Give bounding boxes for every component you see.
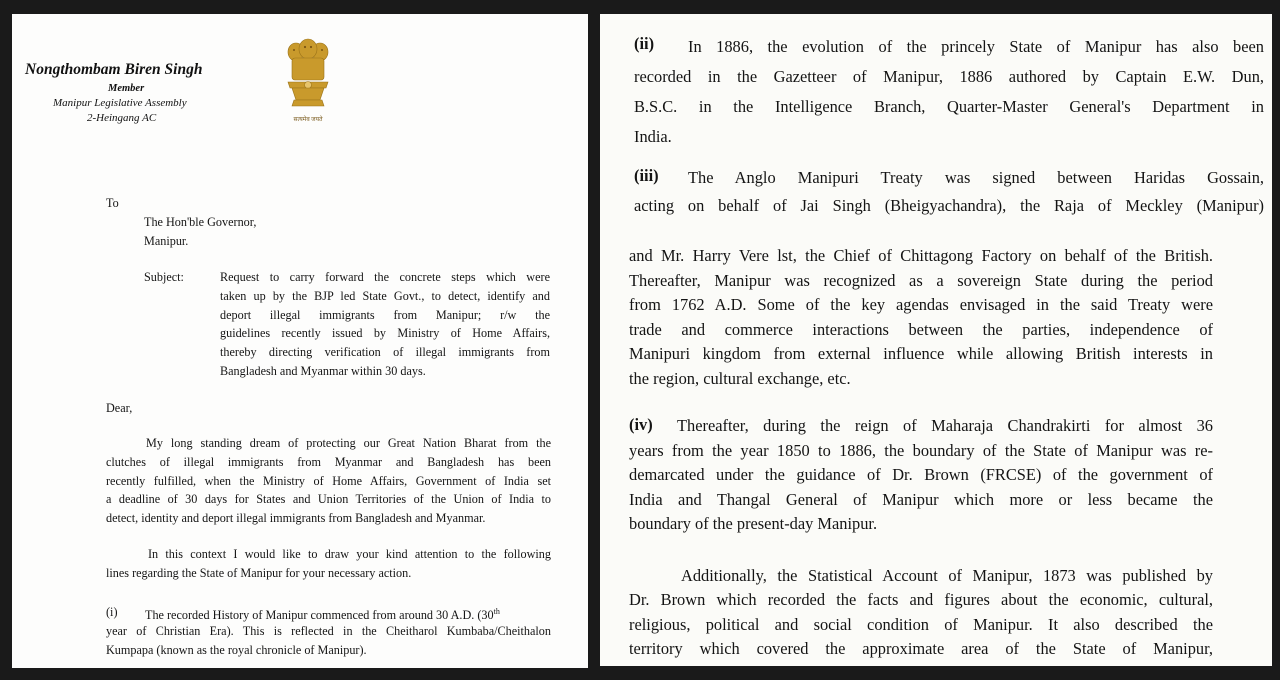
point-2-label: (ii)	[634, 34, 655, 53]
point-4-line: Thereafter, during the reign of Maharaja Chandrakirti for almost 36	[677, 416, 1213, 435]
point-4-line: years from the year 1850 to 1886, the boundary of the State of Manipur was re-	[629, 440, 1213, 460]
paragraph-1-line: recently fulfilled, when the Ministry of Home Affairs, Government of India set	[106, 473, 551, 488]
paragraph-2-line: lines regarding the State of Manipur for your necessary action.	[106, 565, 412, 580]
point-1-superscript: th	[493, 607, 500, 616]
paragraph-1-line: detect, identity and deport illegal immigrants from Bangladesh and Myanmar.	[106, 511, 486, 526]
point-3-line: The Anglo Manipuri Treaty was signed between Haridas Gossain,	[688, 168, 1264, 187]
letter-page-right	[600, 14, 1272, 666]
subject-line: deport illegal immigrants from Manipur; r/w the	[220, 307, 550, 322]
letterhead-name: Nongthombam Biren Singh	[25, 61, 203, 78]
point-4	[629, 414, 1213, 537]
letterhead-assembly: Manipur Legislative Assembly	[53, 97, 187, 109]
letter-page-left	[12, 14, 588, 668]
continuation-line: Manipuri kingdom from external influence while allowing British interests in	[629, 344, 1213, 364]
point-2-line: India.	[634, 127, 672, 146]
point-1-label: (i)	[106, 605, 118, 619]
point-1-rest	[106, 622, 551, 660]
addressee-line-2: Manipur.	[144, 234, 189, 248]
letterhead-role: Member	[108, 83, 145, 94]
additional-line: territory which covered the approximate area of the State of Manipur,	[629, 639, 1213, 659]
paragraph-1	[106, 434, 551, 528]
letterhead-constituency: 2-Heingang AC	[87, 112, 157, 124]
point-3-label: (iii)	[634, 166, 659, 185]
subject-line: thereby directing verification of illegal immigrants from	[220, 345, 550, 360]
paragraph-2	[106, 545, 551, 583]
point-4-label: (iv)	[629, 415, 653, 434]
national-emblem-icon	[280, 36, 336, 123]
continuation-line: from 1762 A.D. Some of the key agendas envisaged in the said Treaty were	[629, 295, 1213, 315]
point-2-line: B.S.C. in the Intelligence Branch, Quarter-Master General's Department in	[634, 97, 1264, 116]
subject-line: taken up by the BJP led State Govt., to detect, identify and	[220, 288, 550, 303]
paragraph-1-line: clutches of illegal immigrants from Myanmar and Bangladesh has been	[106, 454, 551, 469]
point-3	[634, 164, 1264, 220]
point-4-line: India and Thangal General of Manipur which more or less became the	[629, 489, 1213, 509]
continuation-line: the region, cultural exchange, etc.	[629, 368, 851, 388]
continuation-line: and Mr. Harry Vere lst, the Chief of Chittagong Factory on behalf of the British.	[629, 246, 1213, 265]
subject-line: guidelines recently issued by Ministry of Home Affairs,	[220, 326, 550, 341]
point-2-line: recorded in the Gazetteer of Manipur, 1886 authored by Captain E.W. Dun,	[634, 67, 1264, 86]
point-1-line: year of Christian Era). This is reflected in the Cheitharol Kumbaba/Cheithalon	[106, 624, 551, 638]
addressee-line-1: The Hon'ble Governor,	[144, 215, 257, 229]
subject-line: Bangladesh and Myanmar within 30 days.	[220, 363, 426, 378]
subject-label: Subject:	[144, 270, 184, 284]
treaty-continuation	[629, 244, 1213, 392]
subject-text	[220, 268, 550, 381]
point-4-line: boundary of the present-day Manipur.	[629, 514, 878, 534]
letter-to: To	[106, 196, 119, 210]
point-2	[634, 32, 1264, 152]
point-4-line: demarcated under the guidance of Dr. Brown (FRCSE) of the government of	[629, 465, 1213, 485]
paragraph-2-line: In this context I would like to draw your kind attention to the following	[148, 547, 551, 561]
point-2-line: In 1886, the evolution of the princely State of Manipur has also been	[688, 37, 1264, 56]
additional-line: Additionally, the Statistical Account of Manipur, 1873 was published by	[681, 566, 1213, 585]
additional-line: religious, political and social condition of Manipur. It also described the	[629, 614, 1213, 634]
emblem-caption: सत्यमेव जयते	[293, 117, 323, 123]
paragraph-1-line: a deadline of 30 days for States and Union Territories of the Union of India to	[106, 492, 551, 507]
subject-line: Request to carry forward the concrete steps which were	[220, 270, 550, 284]
point-1-line: Kumpapa (known as the royal chronicle of Manipur).	[106, 642, 367, 657]
salutation: Dear,	[106, 401, 133, 415]
continuation-line: Thereafter, Manipur was recognized as a sovereign State during the period	[629, 270, 1213, 290]
point-3-line: acting on behalf of Jai Singh (Bheigyachandra), the Raja of Meckley (Manipur)	[634, 196, 1264, 215]
additional-paragraph	[629, 564, 1213, 662]
point-1-line-1-text: The recorded History of Manipur commenced from around 30 A.D. (30	[145, 608, 494, 623]
paragraph-1-line: My long standing dream of protecting our Great Nation Bharat from the	[146, 436, 551, 450]
additional-line: Dr. Brown which recorded the facts and figures about the economic, cultural,	[629, 590, 1213, 610]
continuation-line: trade and commerce interactions between the parties, independence of	[629, 319, 1213, 339]
